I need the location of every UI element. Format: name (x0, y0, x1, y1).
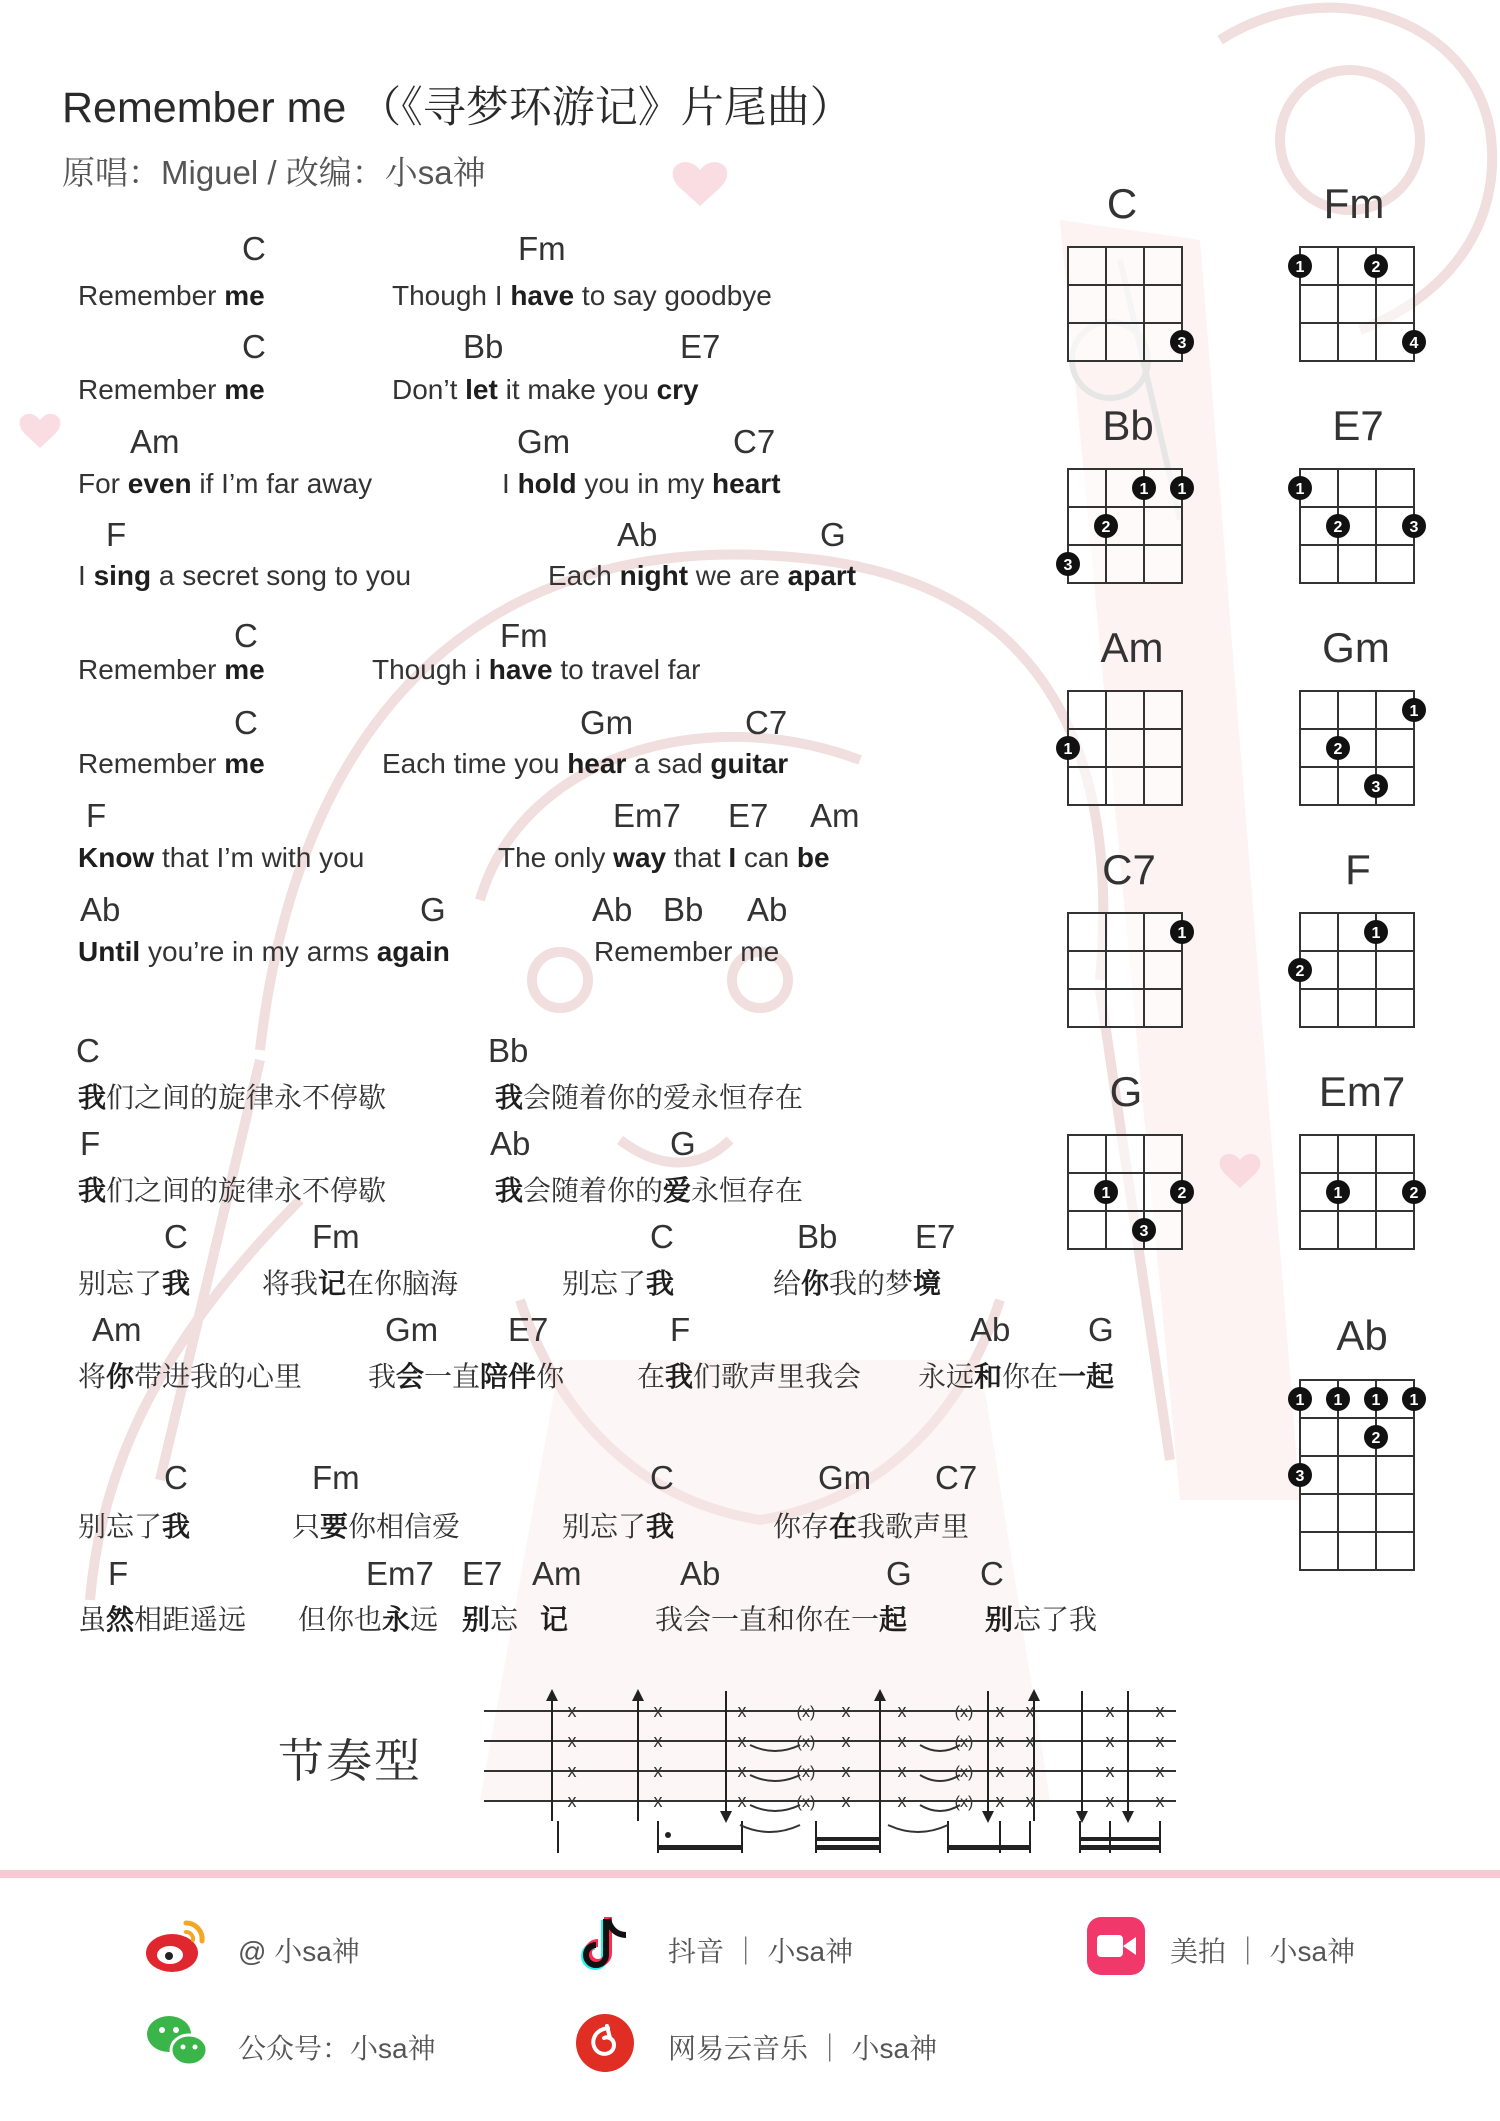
mute-mark: x (737, 1761, 747, 1781)
lyric-line: Remember me (78, 654, 265, 685)
finger-number: 1 (1295, 1392, 1305, 1409)
mute-mark: x (1105, 1731, 1115, 1751)
strum-arrow-head (1076, 1811, 1088, 1823)
chord-label: Em7 (613, 797, 681, 834)
strum-arrow-head (720, 1811, 732, 1823)
mute-mark: x (1155, 1731, 1165, 1751)
finger-number: 2 (1101, 519, 1111, 536)
chord-label: F (86, 797, 107, 834)
mute-mark: x (567, 1791, 577, 1811)
chord-diagram-name: E7 (1332, 402, 1384, 449)
lyric-line: Remember me (594, 936, 780, 967)
lyric-line: 我会随着你的爱永恒存在 (495, 1175, 804, 1206)
finger-number: 1 (1333, 1392, 1343, 1409)
chord-label: G (820, 516, 846, 553)
lyric-line: Remember me (78, 374, 265, 405)
chord-label: E7 (508, 1311, 549, 1348)
chord-label: Bb (797, 1218, 838, 1255)
note-beam (816, 1837, 880, 1841)
finger-number: 1 (1063, 741, 1073, 758)
chord-diagram-G (1068, 1135, 1194, 1249)
chord-label: C7 (745, 704, 788, 741)
chord-diagram-name: Em7 (1318, 1068, 1406, 1115)
lyric-line: 别忘了我 (562, 1268, 675, 1299)
lyric-line: 我会一直和你在一起 (655, 1604, 908, 1635)
strum-arrow-head (1028, 1689, 1040, 1701)
finger-number: 1 (1295, 259, 1305, 276)
strum-arrow-head (632, 1689, 644, 1701)
lyric-line: 虽然相距遥远 (78, 1604, 247, 1635)
dot-mark (665, 1832, 671, 1838)
note-beam (816, 1845, 880, 1850)
chord-diagram-Fm (1288, 247, 1426, 361)
wechat-account[interactable]: 公众号：小sa神 (238, 2033, 436, 2064)
slur-mark (888, 1825, 948, 1832)
mute-mark: x (995, 1791, 1005, 1811)
note-beam (658, 1845, 742, 1850)
finger-number: 3 (1371, 779, 1381, 796)
chord-label: Am (92, 1311, 142, 1348)
mute-mark: x (737, 1791, 747, 1811)
chord-diagram-Ab (1288, 1380, 1426, 1570)
mute-mark: x (841, 1791, 851, 1811)
lyric-line: Though i have to travel far (372, 654, 701, 685)
weibo-account[interactable]: @ 小sa神 (238, 1936, 360, 1967)
mute-mark: x (1025, 1791, 1035, 1811)
mute-mark: x (897, 1731, 907, 1751)
mute-mark: x (1105, 1701, 1115, 1721)
lyric-line: I hold you in my heart (502, 468, 781, 499)
mute-mark: x (897, 1761, 907, 1781)
mute-mark: x (1155, 1761, 1165, 1781)
chord-label: C (650, 1218, 674, 1255)
chord-label: Ab (680, 1555, 721, 1592)
chord-label: Gm (818, 1459, 872, 1496)
mute-mark: x (841, 1761, 851, 1781)
note-beam (948, 1845, 1030, 1850)
finger-number: 2 (1295, 963, 1305, 980)
lyric-line: 永远和你在一起 (918, 1361, 1115, 1392)
lyric-line: The only way that I can be (498, 842, 830, 873)
mute-mark: x (1105, 1791, 1115, 1811)
mute-mark: x (653, 1791, 663, 1811)
chord-diagram-name: Bb (1102, 402, 1154, 449)
wechat-icon[interactable] (145, 2012, 211, 2070)
chord-diagram-C (1068, 247, 1194, 361)
mute-mark: x (567, 1701, 577, 1721)
weibo-icon[interactable] (142, 1917, 208, 1975)
chord-diagram-name: G (1109, 1068, 1143, 1115)
chord-label: C (242, 230, 266, 267)
mute-mark: x (995, 1731, 1005, 1751)
chord-diagram-name: Fm (1323, 180, 1385, 227)
finger-number: 1 (1101, 1185, 1111, 1202)
meipai-icon[interactable] (1085, 1915, 1147, 1977)
lyric-line: 我会一直陪伴你 (368, 1361, 565, 1392)
chord-label: C (76, 1032, 100, 1069)
chord-diagram-F (1288, 913, 1414, 1027)
chord-diagram-name: Am (1100, 624, 1164, 671)
chord-label: Fm (518, 230, 566, 267)
strum-arrow-head (546, 1689, 558, 1701)
chord-label: Bb (488, 1032, 529, 1069)
mute-mark: x (1025, 1761, 1035, 1781)
chord-label: C (164, 1459, 188, 1496)
footer-divider (0, 1870, 1500, 1878)
chord-label: G (1088, 1311, 1114, 1348)
muted-mark: (x) (954, 1734, 974, 1751)
chord-diagram-E7 (1288, 469, 1426, 583)
lyric-line: 你存在我歌声里 (773, 1511, 970, 1542)
strum-arrow-head (1122, 1811, 1134, 1823)
finger-number: 2 (1371, 259, 1381, 276)
mute-mark: x (897, 1791, 907, 1811)
chord-label: F (80, 1125, 101, 1162)
muted-mark: (x) (796, 1794, 816, 1811)
mute-mark: x (1155, 1701, 1165, 1721)
tie-mark (750, 1805, 800, 1811)
chord-diagram-C7 (1068, 913, 1194, 1027)
mute-mark: x (653, 1701, 663, 1721)
chord-label: Ab (80, 891, 121, 928)
strum-arrow-head (874, 1689, 886, 1701)
chord-label: F (108, 1555, 129, 1592)
mute-mark: x (653, 1731, 663, 1751)
lyric-line: 别忘 (462, 1604, 519, 1635)
lyric-line: Don’t let it make you cry (392, 374, 699, 405)
mute-mark: x (1105, 1761, 1115, 1781)
finger-number: 1 (1333, 1185, 1343, 1202)
tie-mark (750, 1775, 800, 1781)
lyric-line: 在我们歌声里我会 (637, 1361, 862, 1392)
chord-label: C (650, 1459, 674, 1496)
chord-label: G (420, 891, 446, 928)
lyric-line: 别忘了我 (78, 1268, 191, 1299)
finger-number: 1 (1177, 925, 1187, 942)
chord-label: Ab (490, 1125, 531, 1162)
chord-label: F (106, 516, 127, 553)
rhythm-label: 节奏型 (278, 1735, 422, 1787)
chord-diagram-name: Ab (1336, 1312, 1388, 1359)
chord-label: C (980, 1555, 1004, 1592)
chord-label: Gm (517, 423, 571, 460)
mute-mark: x (653, 1761, 663, 1781)
finger-number: 3 (1295, 1468, 1305, 1485)
meipai-account[interactable]: 美拍 ｜ 小sa神 (1170, 1936, 1356, 1967)
chord-label: Gm (580, 704, 634, 741)
chord-label: E7 (680, 328, 721, 365)
lyric-line: Until you’re in my arms again (78, 936, 450, 967)
finger-number: 3 (1063, 557, 1073, 574)
mute-mark: x (1025, 1731, 1035, 1751)
chord-diagram-Gm (1300, 691, 1426, 805)
chord-label: Ab (592, 891, 633, 928)
rhythm-pattern (470, 1685, 1190, 1855)
lyric-line: 只要你相信爱 (292, 1511, 461, 1542)
lyric-line: 别忘了我 (78, 1511, 191, 1542)
lyric-line: 别忘了我 (985, 1604, 1098, 1635)
chord-label: Am (130, 423, 180, 460)
chord-label: Fm (500, 617, 548, 654)
mute-mark: x (567, 1761, 577, 1781)
finger-number: 1 (1371, 1392, 1381, 1409)
chord-label: G (886, 1555, 912, 1592)
finger-number: 1 (1177, 481, 1187, 498)
chord-label: Bb (463, 328, 504, 365)
douyin-icon[interactable] (575, 1914, 637, 1980)
finger-number: 2 (1371, 1430, 1381, 1447)
lyric-line: 我们之间的旋律永不停歇 (78, 1175, 387, 1206)
lyric-line: 将你带进我的心里 (78, 1361, 303, 1392)
chord-label: C (234, 704, 258, 741)
muted-mark: (x) (796, 1764, 816, 1781)
douyin-account[interactable]: 抖音 ｜ 小sa神 (668, 1936, 854, 1967)
lyric-line: 我们之间的旋律永不停歇 (78, 1082, 387, 1113)
chord-label: C7 (733, 423, 776, 460)
song-credits: 原唱：Miguel / 改编：小sa神 (62, 154, 486, 191)
song-title: Remember me （《寻梦环游记》片尾曲） (62, 84, 853, 132)
chord-label: Fm (312, 1218, 360, 1255)
finger-number: 1 (1371, 925, 1381, 942)
mute-mark: x (841, 1731, 851, 1751)
lyric-line: Each night we are apart (548, 560, 857, 591)
finger-number: 1 (1409, 703, 1419, 720)
chord-label: F (670, 1311, 691, 1348)
lyric-line: Remember me (78, 748, 265, 779)
lyric-line: 但你也永远 (298, 1604, 439, 1635)
finger-number: 2 (1333, 741, 1343, 758)
chord-label: G (670, 1125, 696, 1162)
chord-label: Em7 (366, 1555, 434, 1592)
mute-mark: x (737, 1731, 747, 1751)
chord-label: E7 (915, 1218, 956, 1255)
tie-mark (750, 1745, 800, 1751)
slur-mark (740, 1825, 800, 1832)
chord-diagram-name: C7 (1102, 846, 1156, 893)
lyric-line: I sing a secret song to you (78, 560, 412, 591)
finger-number: 2 (1177, 1185, 1187, 1202)
chord-label: Am (532, 1555, 582, 1592)
finger-number: 3 (1139, 1223, 1149, 1240)
strum-arrow-head (982, 1811, 994, 1823)
finger-number: 2 (1333, 519, 1343, 536)
lyric-line: 将我记在你脑海 (262, 1268, 459, 1299)
muted-mark: (x) (954, 1704, 974, 1721)
chord-label: Ab (970, 1311, 1011, 1348)
finger-number: 2 (1409, 1185, 1419, 1202)
mute-mark: x (897, 1701, 907, 1721)
finger-number: 1 (1139, 481, 1149, 498)
lyric-line: Remember me (78, 280, 265, 311)
chord-diagram-Am (1056, 691, 1182, 805)
chord-label: E7 (728, 797, 769, 834)
note-beam (1080, 1845, 1160, 1850)
mute-mark: x (1155, 1791, 1165, 1811)
chord-label: E7 (462, 1555, 503, 1592)
chord-diagram-name: C (1106, 180, 1138, 227)
chord-diagram-Em7 (1300, 1135, 1426, 1249)
chord-label: Ab (617, 516, 658, 553)
chord-label: Bb (663, 891, 704, 928)
muted-mark: (x) (954, 1764, 974, 1781)
lyric-line: 给你我的梦境 (773, 1268, 942, 1299)
muted-mark: (x) (796, 1734, 816, 1751)
chord-label: Am (810, 797, 860, 834)
finger-number: 1 (1295, 481, 1305, 498)
mute-mark: x (841, 1701, 851, 1721)
muted-mark: (x) (796, 1704, 816, 1721)
finger-number: 1 (1409, 1392, 1419, 1409)
chord-label: C7 (935, 1459, 978, 1496)
lyric-line: 别忘了我 (562, 1511, 675, 1542)
chord-diagram-Bb (1056, 469, 1194, 583)
chord-label: Fm (312, 1459, 360, 1496)
chord-label: C (164, 1218, 188, 1255)
lyric-line: Each time you hear a sad guitar (382, 748, 789, 779)
finger-number: 3 (1177, 335, 1187, 352)
chord-label: Ab (747, 891, 788, 928)
chord-label: Gm (385, 1311, 439, 1348)
mute-mark: x (1025, 1701, 1035, 1721)
netease-music-account[interactable]: 网易云音乐 ｜ 小sa神 (668, 2033, 938, 2064)
note-beam (1080, 1837, 1160, 1841)
finger-number: 4 (1409, 335, 1419, 352)
chord-label: C (242, 328, 266, 365)
lyric-line: 我会随着你的爱永恒存在 (495, 1082, 804, 1113)
netease-music-icon[interactable] (574, 2012, 636, 2074)
chord-diagram-name: Gm (1322, 624, 1390, 671)
mute-mark: x (567, 1731, 577, 1751)
lyric-line: For even if I’m far away (78, 468, 373, 499)
lyric-line: 记 (540, 1604, 569, 1635)
chord-diagram-name: F (1345, 846, 1371, 893)
mute-mark: x (995, 1701, 1005, 1721)
mute-mark: x (995, 1761, 1005, 1781)
muted-mark: (x) (954, 1794, 974, 1811)
chord-label: C (234, 617, 258, 654)
lyric-line: Though I have to say goodbye (392, 280, 772, 311)
finger-number: 3 (1409, 519, 1419, 536)
lyric-line: Know that I’m with you (78, 842, 365, 873)
mute-mark: x (737, 1701, 747, 1721)
